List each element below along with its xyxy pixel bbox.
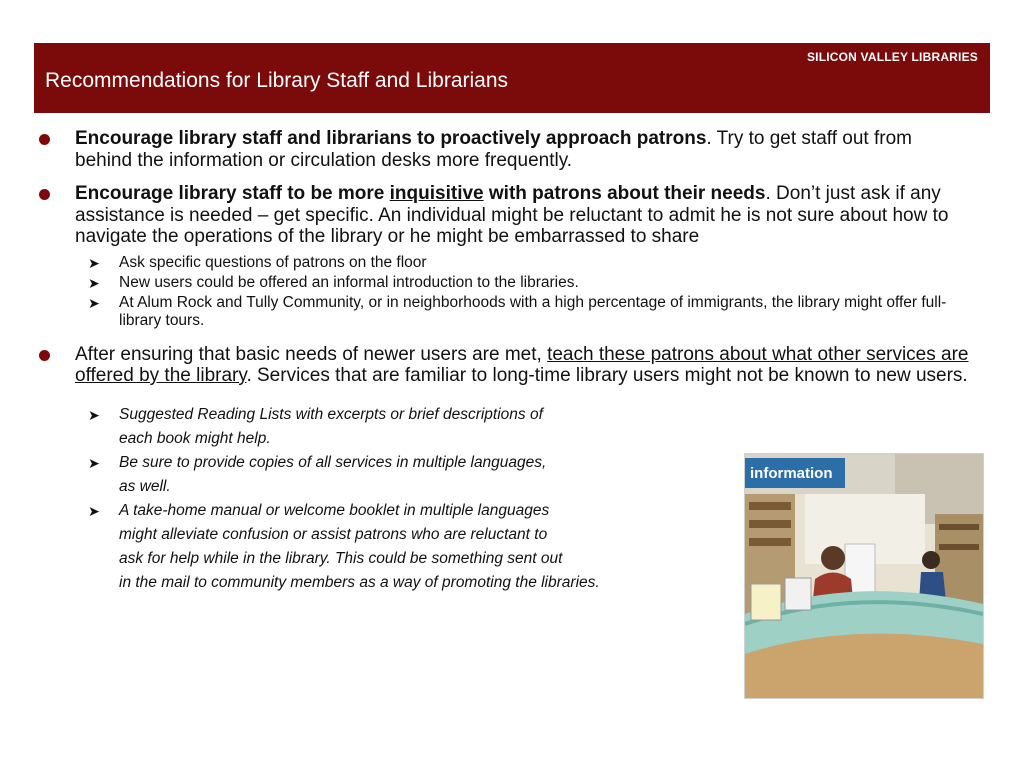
sub-bullet-line: might alleviate confusion or assist patrons who are reluctant to [119,525,548,543]
bullet-2-sublist [34,254,969,330]
arrow-bullet-icon: ➤ [88,274,100,291]
bullet-2-bold-b: with patrons about their needs [483,183,766,204]
bullet-dot-icon [39,189,50,200]
sub-bullet-line: ask for help while in the library. This could be something sent out [119,549,563,567]
bullet-2 [34,183,969,248]
sub-bullet [34,294,969,330]
bullet-3-text: . Services that are familiar to long-time library users might not be known to new users. [246,365,968,386]
bullet-1-bold: Encourage library staff and librarians to proactively approach patrons [75,128,707,149]
information-sign-text: information [750,465,833,482]
sub-bullet-line: A take-home manual or welcome booklet in multiple languages [119,501,550,519]
arrow-bullet-icon: ➤ [88,454,100,471]
sub-bullet [34,274,969,292]
slide-header [34,43,990,113]
organization-name: SILICON VALLEY LIBRARIES [806,50,978,64]
sub-bullet [34,403,969,451]
bullet-1 [34,128,969,171]
bullet-dot-icon [39,350,50,361]
arrow-bullet-icon: ➤ [88,254,100,271]
bullet-3 [34,344,969,387]
bullet-2-bold-underlined: inquisitive [389,183,484,204]
arrow-bullet-icon: ➤ [88,406,100,423]
bullet-2-bold-a: Encourage library staff to be more [75,183,390,204]
sub-bullet-text: At Alum Rock and Tully Community, or in neighborhoods with a high percentage of immigrants, the library might offer full-library tours. [119,293,947,329]
bullet-2-text: . Don’t just ask if any assistance is needed – get specific. An individual might be reluctant to admit he is not sure about how to navigate the operations of the library or he might be embarrassed to share [75,183,949,247]
sub-bullet-line: Be sure to provide copies of all services in multiple languages, [119,453,547,471]
sub-bullet-line: Suggested Reading Lists with excerpts or brief descriptions of [119,405,543,423]
sub-bullet-line: in the mail to community members as a way of promoting the libraries. [119,573,600,591]
sub-bullet-line: each book might help. [119,429,271,447]
photo-illustration [745,454,983,698]
sub-bullet-text: New users could be offered an informal introduction to the libraries. [119,273,579,291]
arrow-bullet-icon: ➤ [88,294,100,311]
slide-title: Recommendations for Library Staff and Librarians [45,69,509,92]
sub-bullet-text: Ask specific questions of patrons on the floor [119,253,427,271]
sub-bullet [34,254,969,272]
bullet-3-text-pre: After ensuring that basic needs of newer users are met, [75,343,548,365]
arrow-bullet-icon: ➤ [88,502,100,519]
bullet-1-text: . Try to get staff out from behind the information or circulation desks more frequently. [75,128,912,171]
bullet-dot-icon [39,134,50,145]
bullet-3-underlined: teach these patrons about what other services are offered by the library [75,343,969,386]
library-information-desk-photo [744,453,984,699]
sub-bullet-line: as well. [119,477,171,495]
